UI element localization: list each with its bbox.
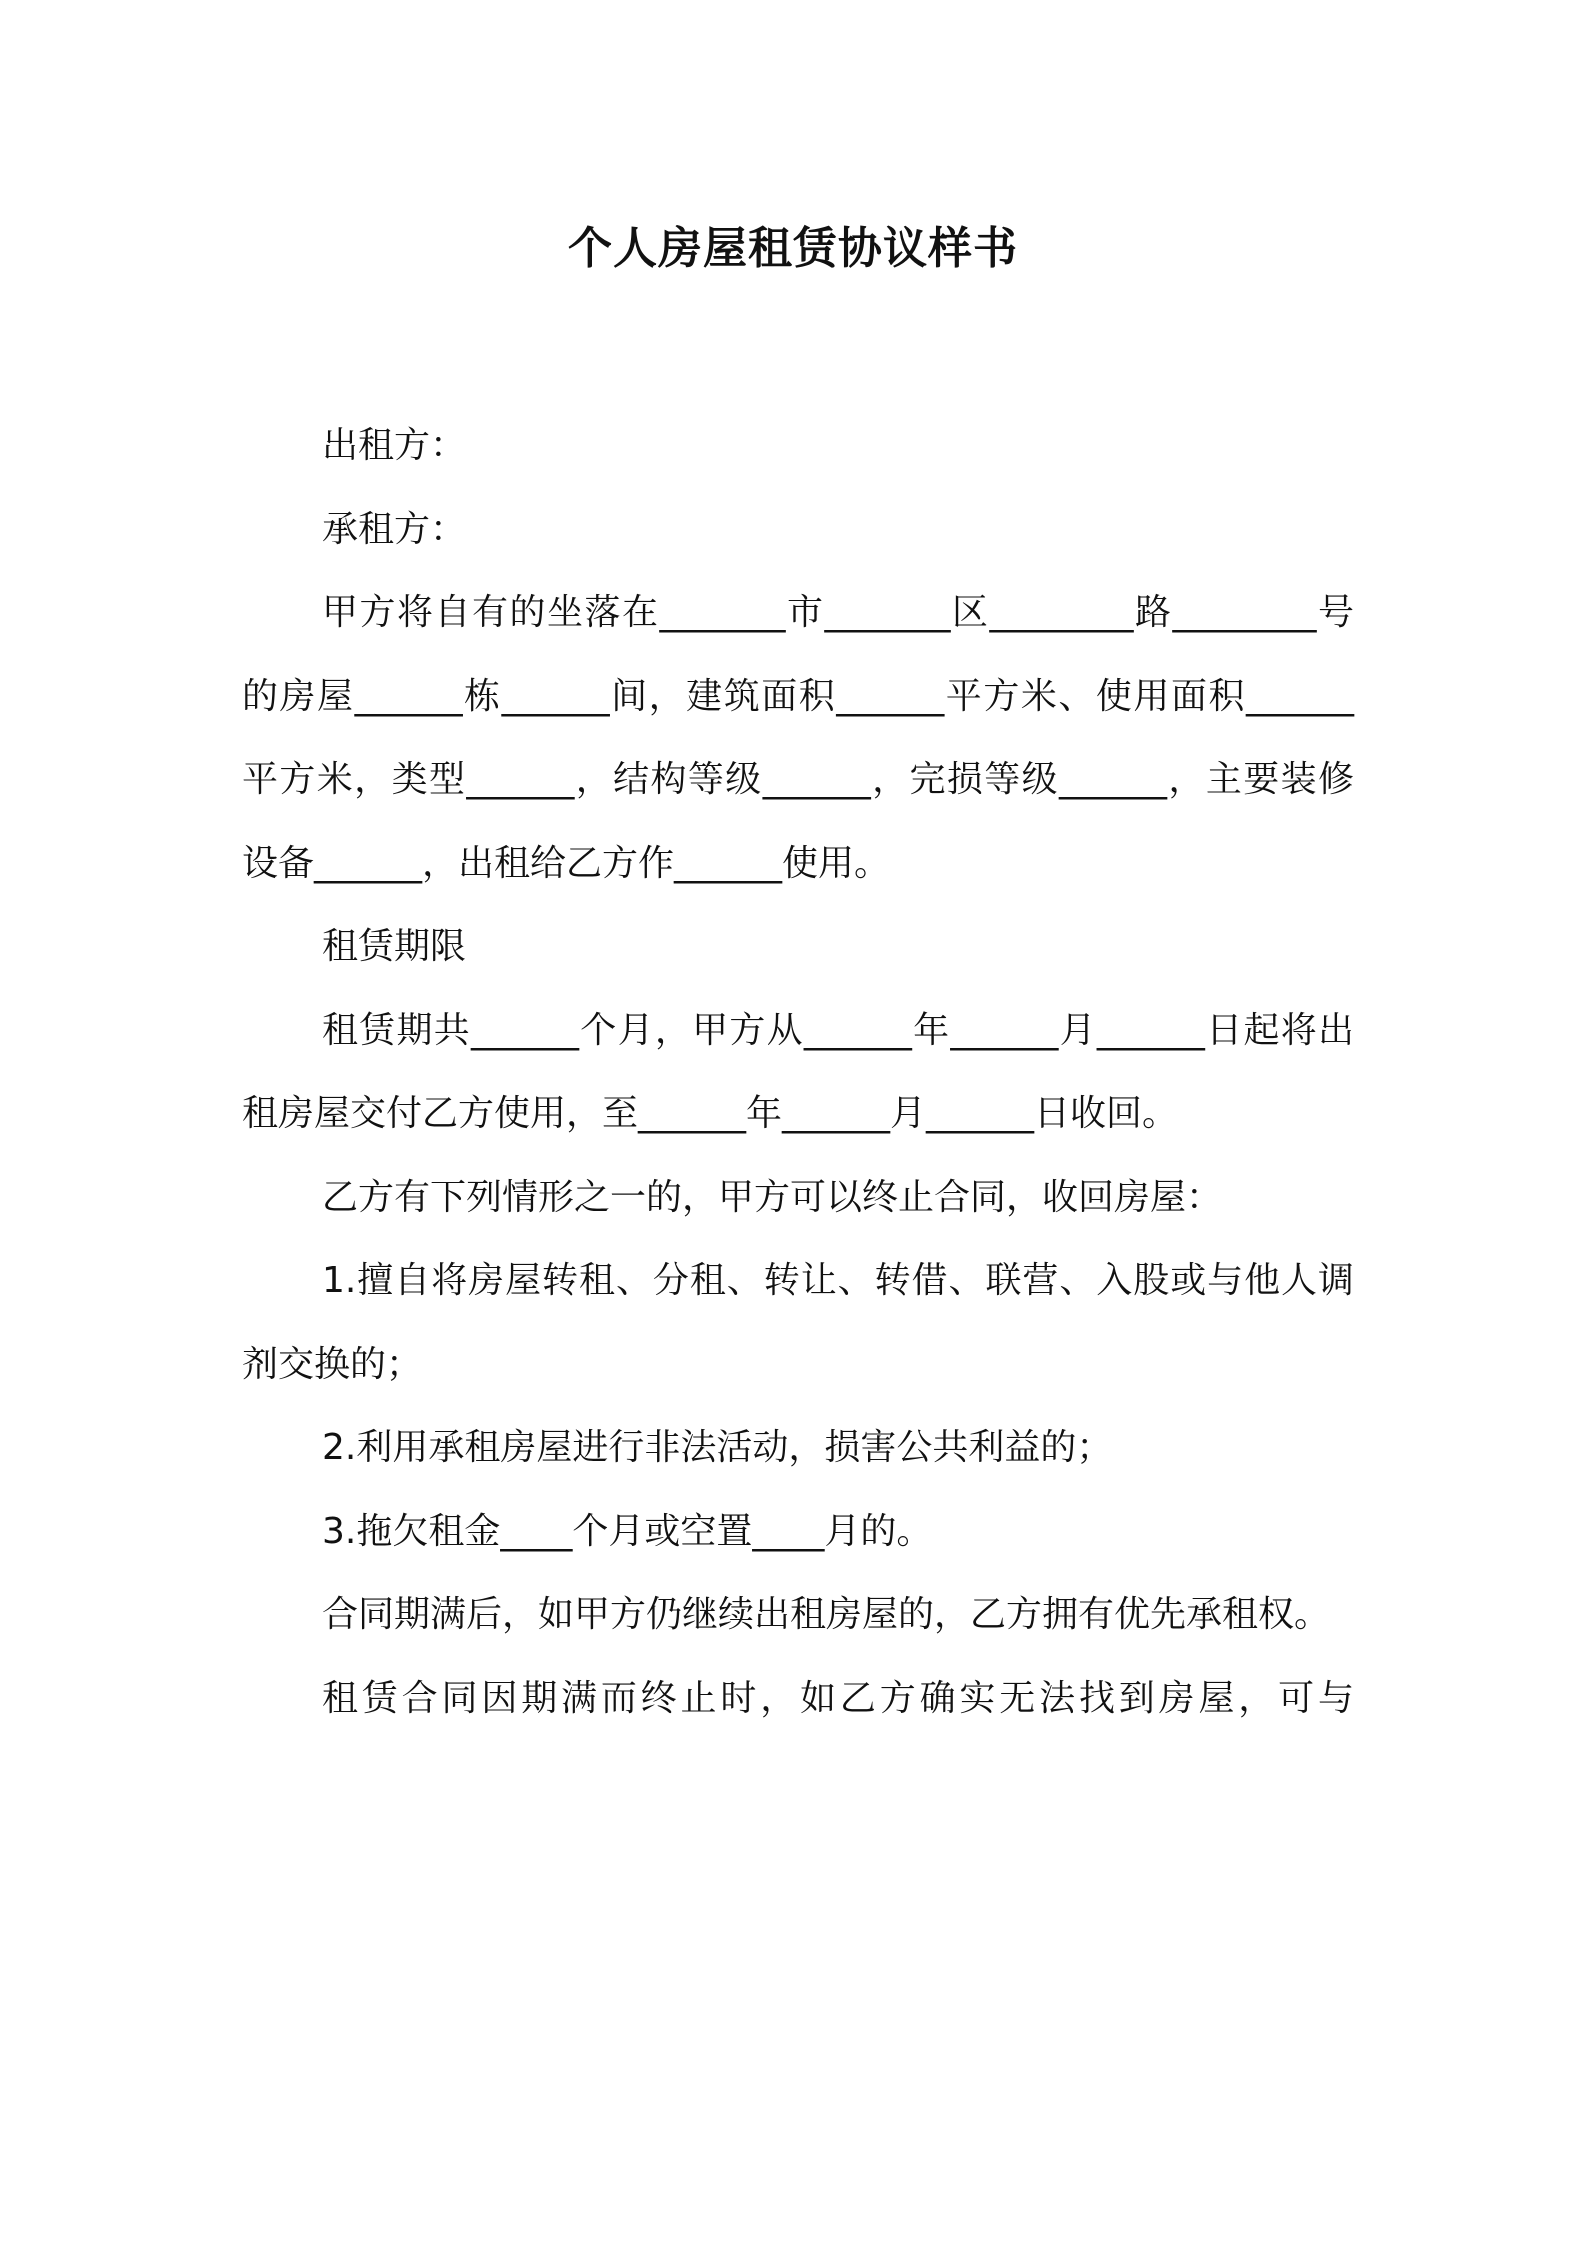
lessee-line: 承租方：	[322, 508, 467, 550]
termination-condition-2: 2.利用承租房屋进行非法活动，损害公共利益的；	[322, 1427, 1113, 1468]
lessor-line: 出租方：	[322, 425, 467, 466]
lease-term-heading: 租赁期限	[322, 926, 467, 967]
lease-term-paragraph: 租赁期共______个月，甲方从______年______月______日起将出租房屋交付乙方使用，至______年______月______日收回。	[242, 1009, 1354, 1134]
document-body	[242, 404, 1354, 1740]
termination-condition-1: 1.擅自将房屋转租、分租、转让、转借、联营、入股或与他人调剂交换的；	[242, 1260, 1354, 1385]
termination-conditions-intro: 乙方有下列情形之一的，甲方可以终止合同，收回房屋：	[322, 1176, 1223, 1218]
expiry-termination-paragraph: 租赁合同因期满而终止时，如乙方确实无法找到房屋，可与	[322, 1677, 1354, 1719]
property-description-paragraph: 甲方将自有的坐落在_______市_______区________路________号的房屋______栋______间，建筑面积______平方米、使用面积______平方米，类型______，结构等级______，完损等级______，主要装修设备______，出租给乙方作______使用。	[242, 592, 1354, 884]
document-title: 个人房屋租赁协议样书	[568, 223, 1018, 274]
priority-renewal-paragraph: 合同期满后，如甲方仍继续出租房屋的，乙方拥有优先承租权。	[322, 1594, 1331, 1635]
termination-condition-3: 3.拖欠租金____个月或空置____月的。	[322, 1510, 933, 1552]
